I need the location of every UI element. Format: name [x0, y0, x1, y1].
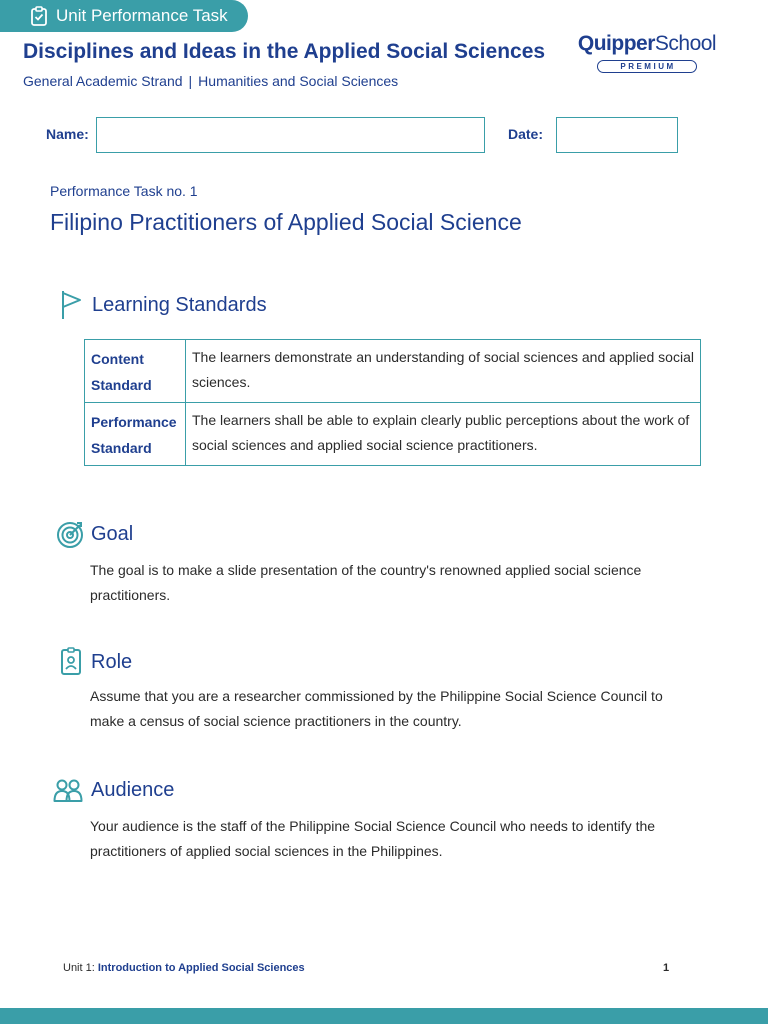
logo-wordmark — [576, 32, 718, 56]
audience-title: Audience — [91, 778, 175, 801]
name-label: Name: — [46, 126, 89, 142]
role-title: Role — [91, 650, 133, 673]
role-heading — [60, 647, 132, 677]
table-row — [85, 403, 701, 466]
row-label-line: Performance — [91, 414, 177, 430]
footer-unit-prefix: Unit 1: — [63, 962, 95, 974]
goal-title: Goal — [91, 522, 134, 545]
people-icon — [53, 777, 83, 803]
audience-heading — [53, 777, 174, 803]
learning-standards-table — [84, 339, 701, 466]
logo-brand-bold: Quipper — [577, 32, 655, 55]
subtitle-divider: | — [188, 73, 193, 89]
quipper-school-logo — [576, 32, 718, 74]
row-label-line: Content — [91, 351, 144, 367]
goal-heading — [55, 519, 133, 549]
performance-standard-label — [85, 403, 186, 466]
goal-text: The goal is to make a slide presentation of the country's renowned applied social science practitioners. — [90, 562, 642, 603]
performance-standard-value: The learners shall be able to explain clearly public perceptions about the work of social sciences and applied social science practitioners. — [186, 403, 701, 466]
unit-performance-task-tag — [0, 0, 248, 32]
date-field[interactable] — [556, 117, 678, 153]
page-number: 1 — [663, 962, 670, 974]
strand-subtitle — [23, 73, 398, 89]
clipboard-check-icon — [30, 6, 48, 26]
footer-unit-title: Introduction to Applied Social Sciences — [97, 962, 305, 974]
tag-label: Unit Performance Task — [56, 6, 228, 25]
content-standard-value: The learners demonstrate an understanding of social sciences and applied social sciences. — [186, 340, 701, 403]
row-label-line: Standard — [91, 440, 152, 456]
row-label-line: Standard — [91, 377, 152, 393]
flag-icon — [60, 289, 84, 321]
learning-standards-title: Learning Standards — [92, 293, 267, 316]
bottom-bar — [0, 1008, 768, 1024]
name-field[interactable] — [96, 117, 485, 153]
date-label: Date: — [508, 126, 544, 142]
role-text: Assume that you are a researcher commissioned by the Philippine Social Science Council to make a census of social science practitioners in the country. — [90, 688, 663, 729]
premium-badge: PREMIUM — [597, 60, 696, 73]
id-badge-icon — [60, 647, 84, 677]
audience-text: Your audience is the staff of the Philippine Social Science Council who needs to identify the practitioners of applied social sciences in the Philippines. — [90, 818, 656, 859]
track-label: Humanities and Social Sciences — [198, 73, 399, 89]
learning-standards-heading — [60, 289, 267, 321]
document-title: Disciplines and Ideas in the Applied Social Sciences — [23, 40, 546, 63]
strand-label: General Academic Strand — [23, 73, 183, 89]
logo-brand-light: School — [654, 32, 717, 55]
content-standard-label — [85, 340, 186, 403]
footer-unit — [63, 962, 305, 974]
table-row — [85, 340, 701, 403]
task-number: Performance Task no. 1 — [50, 183, 198, 199]
task-title: Filipino Practitioners of Applied Social Science — [50, 209, 522, 235]
target-icon — [55, 519, 85, 549]
